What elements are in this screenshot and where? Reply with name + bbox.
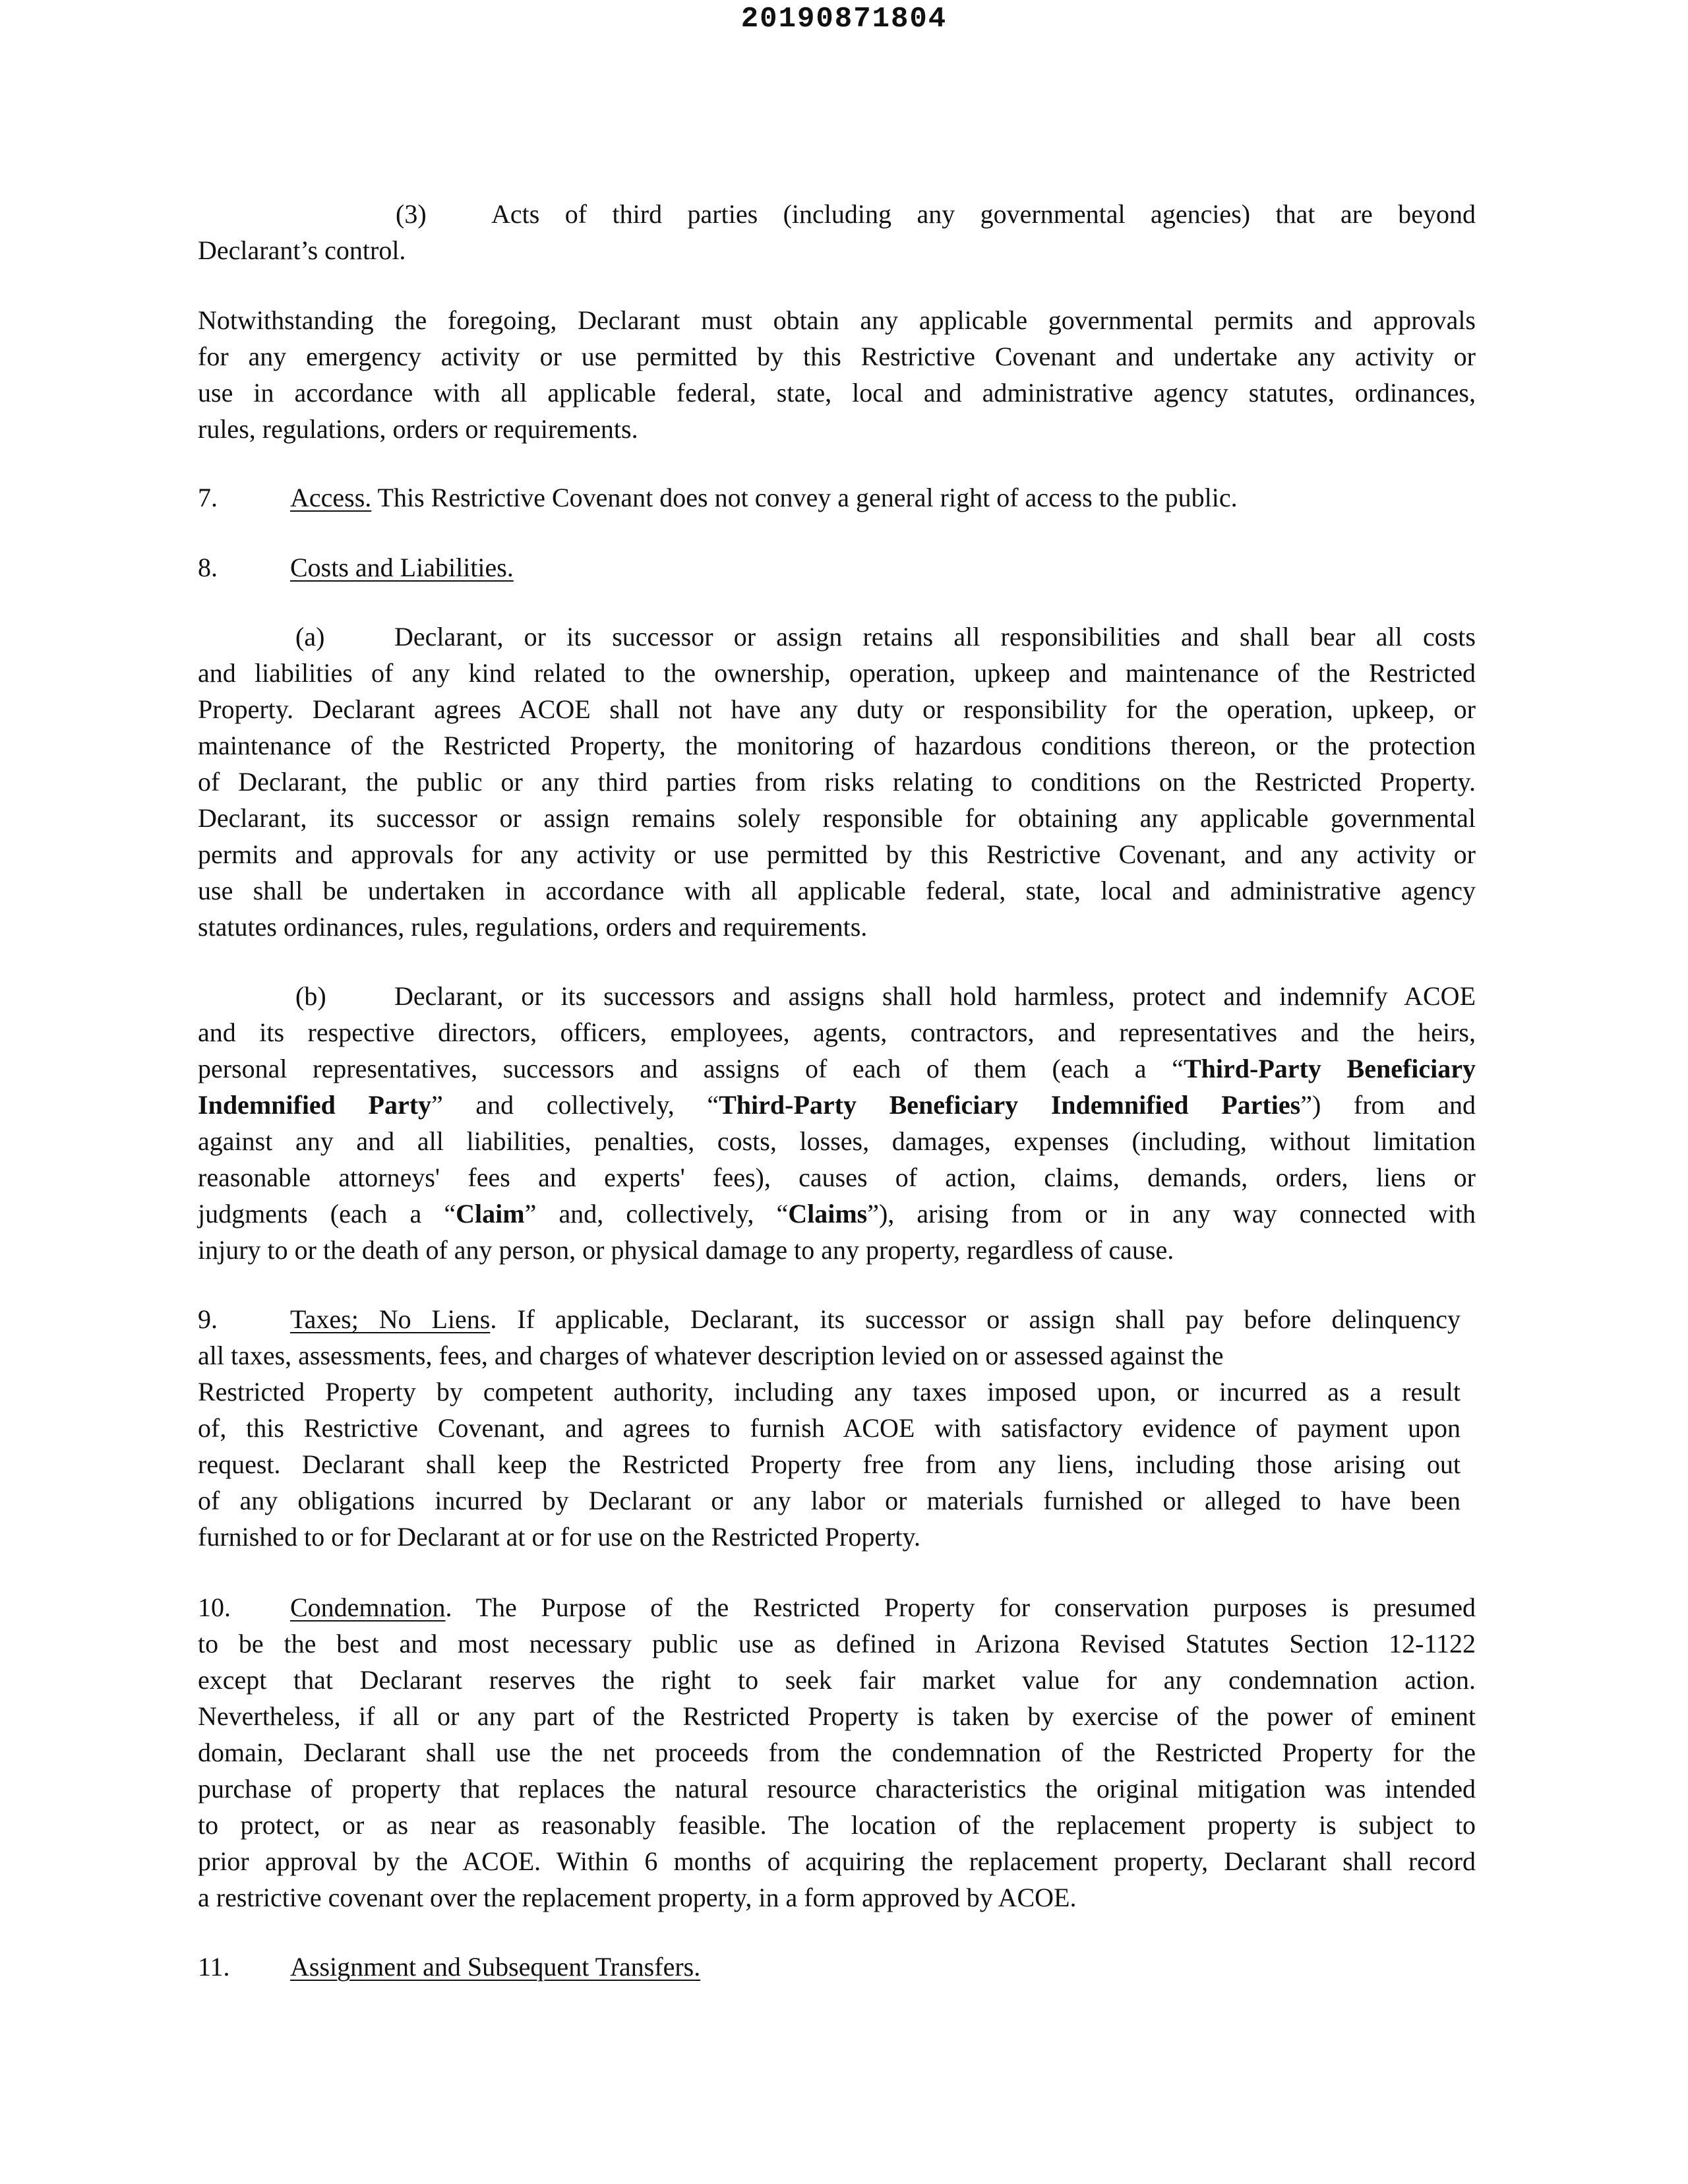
- defined-term-claim: Claim: [456, 1199, 525, 1228]
- section-10-number: 10.: [198, 1592, 231, 1622]
- section-8b-paragraph: (b) Declarant, or its successors and assigns shall hold harmless, protect and indemnify ACOE and its respective directors, officers, employees, agents, contractors, and representatives and the heirs, personal representatives, successors and assigns of each of them (each a “Third-Party Beneficiary Indemnified Party” and collectively, “Third-Party Beneficiary Indemnified Parties”) from and against any and all liabilities, penalties, costs, losses, damages, expenses (including, without limitation reasonable attorneys' fees and experts' fees), causes of action, claims, demands, orders, liens or judgments (each a “Claim” and, collectively, “Claims”), arising from or in any way connected with injury to or the death of any person, or physical damage to any property, regardless of cause.: [198, 978, 1476, 1268]
- item-3-line-2: Declarant’s control.: [198, 235, 406, 265]
- section-8a-paragraph: (a) Declarant, or its successor or assign retains all responsibilities and shall bear all costs and liabilities of any kind related to the ownership, operation, upkeep and maintenance of the Restricted Property. Declarant agrees ACOE shall not have any duty or responsibility for the operation, upkeep, or maintenance of the Restricted Property, the monitoring of hazardous conditions thereon, or the protection of Declarant, the public or any third parties from risks relating to conditions on the Restricted Property. Declarant, its successor or assign remains solely responsible for obtaining any applicable governmental permits and approvals for any activity or use permitted by this Restrictive Covenant, and any activity or use shall be undertaken in accordance with all applicable federal, state, local and administrative agency statutes ordinances, rules, regulations, orders and requirements.: [198, 619, 1476, 945]
- item-3-paragraph: [198, 196, 1476, 268]
- notwithstanding-paragraph: Notwithstanding the foregoing, Declarant must obtain any applicable governmental permits and approvals for any emergency activity or use permitted by this Restrictive Covenant and undertake any activity or use in accordance with all applicable federal, state, local and administrative agency statutes, ordinances, rules, regulations, orders or requirements.: [198, 305, 1476, 444]
- section-7-text: This Restrictive Covenant does not convey a general right of access to the public.: [371, 483, 1238, 512]
- defined-term-indemnified-parties: Third-Party Beneficiary Indemnified Parties: [719, 1090, 1301, 1120]
- section-11-title: Assignment and Subsequent Transfers.: [290, 1952, 701, 1982]
- section-7-number: 7.: [198, 483, 218, 512]
- section-10-paragraph: 10. Condemnation. The Purpose of the Restricted Property for conservation purposes is presumed to be the best and most necessary public use as defined in Arizona Revised Statutes Section 12-1122 except that Declarant reserves the right to seek fair market value for any condemnation action. Nevertheless, if all or any part of the Restricted Property is taken by exercise of the power of eminent domain, Declarant shall use the net proceeds from the condemnation of the Restricted Property for the purchase of property that replaces the natural resource characteristics the original mitigation was intended to protect, or as near as reasonably feasible. The location of the replacement property is subject to prior approval by the ACOE. Within 6 months of acquiring the replacement property, Declarant shall record a restrictive covenant over the replacement property, in a form approved by ACOE.: [198, 1589, 1476, 1916]
- section-9-title: Taxes; No Liens: [290, 1304, 491, 1334]
- item-3-label: (3): [396, 199, 427, 229]
- defined-term-claims: Claims: [788, 1199, 868, 1228]
- item-3-line-1: (3) Acts of third parties (including any governmental agencies) that are beyond: [198, 196, 1476, 232]
- defined-term-indemnified-party: Indemnified Party: [198, 1090, 432, 1120]
- section-9-paragraph: 9. Taxes; No Liens. If applicable, Declarant, its successor or assign shall pay before delinquency all taxes, assessments, fees, and charges of whatever description levied on or assessed against the Restricted Property by competent authority, including any taxes imposed upon, or incurred as a result of, this Restrictive Covenant, and agrees to furnish ACOE with satisfactory evidence of payment upon request. Declarant shall keep the Restricted Property free from any liens, including those arising out of any obligations incurred by Declarant or any labor or materials furnished or alleged to have been furnished to or for Declarant at or for use on the Restricted Property.: [198, 1301, 1461, 1555]
- section-9-number: 9.: [198, 1304, 218, 1334]
- section-10-title: Condemnation: [290, 1592, 446, 1622]
- section-11-number: 11.: [198, 1952, 230, 1982]
- section-8: [198, 549, 1476, 586]
- defined-term-third-party-beneficiary: Third-Party Beneficiary: [1183, 1054, 1476, 1083]
- section-8a-label: (a): [295, 622, 325, 652]
- section-7: [198, 479, 1476, 516]
- section-8-number: 8.: [198, 553, 218, 582]
- section-8-title: Costs and Liabilities.: [290, 553, 514, 582]
- section-7-title: Access.: [290, 483, 372, 512]
- document-number: 20190871804: [740, 3, 948, 36]
- section-8b-label: (b): [295, 981, 326, 1011]
- section-11: [198, 1949, 1476, 1985]
